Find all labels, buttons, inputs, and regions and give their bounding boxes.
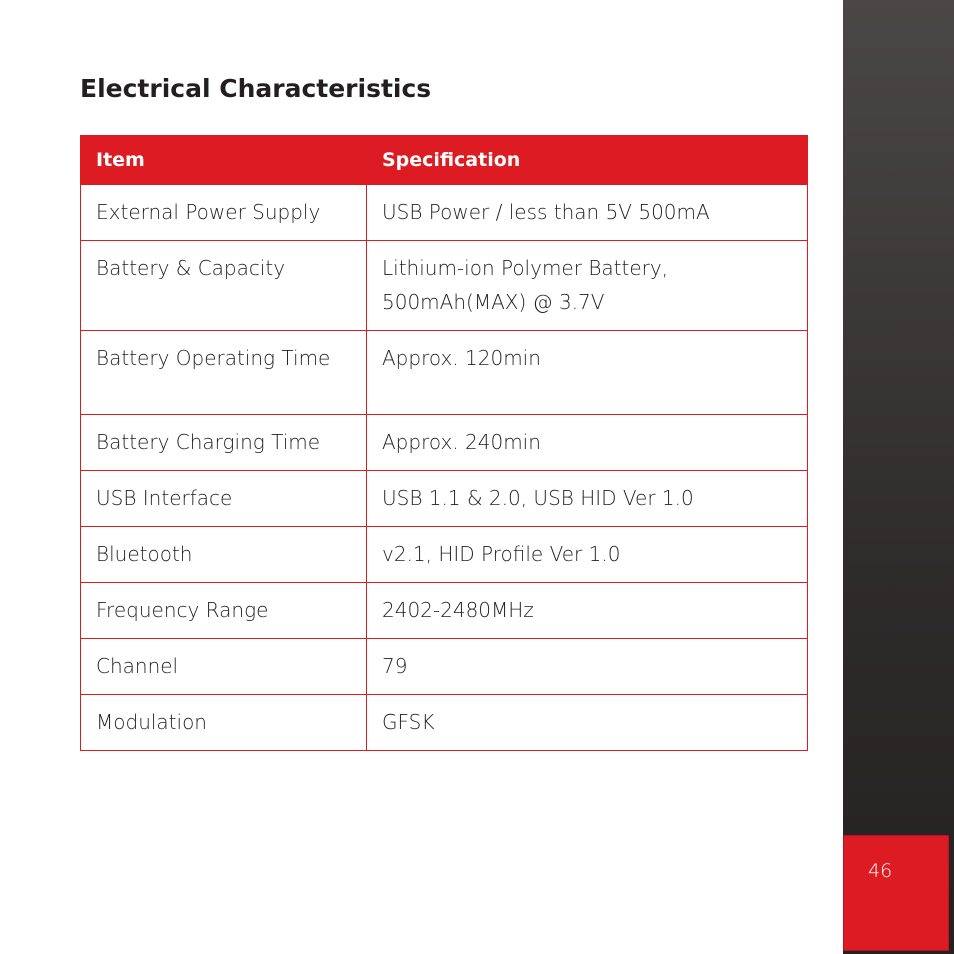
spec-cell: GFSK: [367, 695, 808, 751]
item-cell: Battery Charging Time: [81, 415, 367, 471]
table-row: [81, 583, 808, 639]
item-cell: External Power Supply: [81, 185, 367, 241]
electrical-characteristics-table: [80, 135, 808, 751]
table-row: [81, 185, 808, 241]
table-row: [81, 527, 808, 583]
item-cell: Channel: [81, 639, 367, 695]
item-cell: Bluetooth: [81, 527, 367, 583]
table-row: [81, 471, 808, 527]
spec-cell: Approx. 120min: [367, 331, 808, 415]
item-cell: Battery Operating Time: [81, 331, 367, 415]
spec-cell: Approx. 240min: [367, 415, 808, 471]
spec-cell: Lithium-ion Polymer Battery, 500mAh(MAX) @ 3.7V: [367, 241, 808, 331]
table-row: [81, 695, 808, 751]
item-cell: Battery & Capacity: [81, 241, 367, 331]
table-row: [81, 639, 808, 695]
page-number-tab: [843, 835, 949, 951]
item-cell: USB Interface: [81, 471, 367, 527]
spec-cell: v2.1, HID Profile Ver 1.0: [367, 527, 808, 583]
header-specification: Specification: [367, 136, 808, 185]
page-title: Electrical Characteristics: [80, 74, 432, 103]
spec-cell: 2402-2480MHz: [367, 583, 808, 639]
spec-cell: USB Power / less than 5V 500mA: [367, 185, 808, 241]
side-bar: [843, 0, 954, 954]
table-row: [81, 331, 808, 415]
spec-cell: USB 1.1 & 2.0, USB HID Ver 1.0: [367, 471, 808, 527]
table-row: [81, 415, 808, 471]
table-header-row: [81, 136, 808, 185]
header-item: Item: [81, 136, 367, 185]
item-cell: Modulation: [81, 695, 367, 751]
item-cell: Frequency Range: [81, 583, 367, 639]
page-number: 46: [868, 860, 893, 882]
spec-cell: 79: [367, 639, 808, 695]
table-row: [81, 241, 808, 331]
